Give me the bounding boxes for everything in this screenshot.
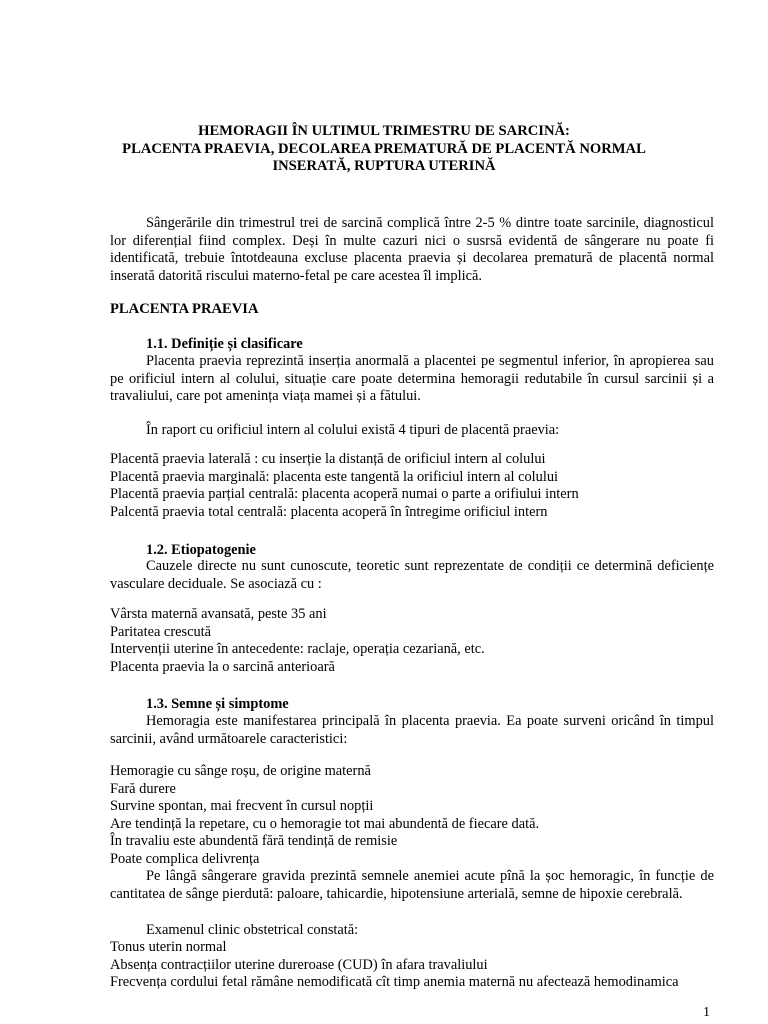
list-item: Placentă praevia laterală : cu inserție la distanță de orificiul intern al colului [110, 451, 546, 467]
definitie-paragraph: Placenta praevia reprezintă inserția anormală a placentei pe segmentul inferior, în apropierea sau pe orificiul intern al colului, situație care poate determina hemoragii redutabile în cursul sarcinii și a travaliului, care pot amenința viața mamei și a fătului. [110, 353, 714, 404]
caracteristici-list [110, 763, 720, 868]
list-item: Placentă praevia marginală: placenta este tangentă la orificiul intern al colului [110, 468, 559, 485]
list-item: În travaliu este abundentă fără tendință de remisie [110, 833, 398, 849]
list-item: Poate complica delivrența [110, 850, 260, 867]
page-number: 1 [703, 1005, 710, 1020]
list-item: Tonus uterin normal [110, 939, 227, 955]
title-line-3: INSERATĂ, RUPTURA UTERINĂ [272, 158, 496, 174]
list-item: Frecvența cordului fetal rămâne nemodificată cît timp anemia maternă nu afectează hemodinamica [110, 974, 679, 990]
list-item: Placentă praevia parțial centrală: placenta acoperă numai o parte a orifiului intern [110, 486, 579, 502]
list-item: Hemoragie cu sânge roșu, de origine maternă [110, 763, 371, 779]
intro-paragraph: Sângerările din trimestrul trei de sarcină complică între 2-5 % dintre toate sarcinile, diagnosticul lor diferențial fiind complex. Deși în multe cazuri nici o susrsă evidentă de sângerare nu poate fi identificată, trebuie întotdeauna excluse placenta praevia și decolarea prematură de placentă normal inserată datorită riscului materno-fetal pe care acestea îl implică. [110, 215, 714, 284]
heading-definitie: 1.1. Definiție și clasificare [146, 336, 303, 352]
tipuri-list [110, 451, 720, 521]
examen-list [110, 939, 730, 992]
examen-intro: Examenul clinic obstetrical constată: [146, 922, 359, 938]
title-line-2: PLACENTA PRAEVIA, DECOLAREA PREMATURĂ DE PLACENTĂ NORMAL [122, 140, 646, 157]
list-item: Fară durere [110, 780, 176, 797]
heading-etiopatogenie: 1.2. Etiopatogenie [146, 542, 256, 558]
list-item: Survine spontan, mai frecvent în cursul nopții [110, 798, 374, 814]
anemie-paragraph: Pe lângă sângerare gravida prezintă semnele anemiei acute pînă la șoc hemoragic, în funcție de cantitatea de sânge pierdută: paloare, tahicardie, hipotensiune arterială, semne de hipoxie cerebrală. [110, 868, 714, 902]
tipuri-intro: În raport cu orificiul intern al colului există 4 tipuri de placentă praevia: [146, 422, 560, 438]
title-line-1: HEMORAGII ÎN ULTIMUL TRIMESTRU DE SARCINĂ: [198, 123, 570, 139]
semne-paragraph: Hemoragia este manifestarea principală în placenta praevia. Ea poate surveni oricând în timpul sarcinii, având următoarele caracteristici: [110, 713, 714, 747]
list-item: Paritatea crescută [110, 623, 212, 640]
list-item: Are tendință la repetare, cu o hemoragie tot mai abundentă de fiecare dată. [110, 815, 540, 832]
list-item: Intervenții uterine în antecedente: raclaje, operația cezariană, etc. [110, 641, 485, 657]
etiopatogenie-paragraph: Cauzele directe nu sunt cunoscute, teoretic sunt reprezentate de condiții ce determină deficiențe vasculare deciduale. Se asociază cu : [110, 558, 714, 592]
list-item: Placenta praevia la o sarcină anterioară [110, 658, 335, 675]
factori-list [110, 606, 720, 676]
list-item: Vârsta maternă avansată, peste 35 ani [110, 606, 327, 622]
section-title: PLACENTA PRAEVIA [110, 301, 259, 317]
heading-semne: 1.3. Semne și simptome [146, 696, 289, 712]
list-item: Absența contracțiilor uterine dureroase (CUD) în afara travaliului [110, 956, 488, 973]
document-title [0, 123, 768, 176]
list-item: Palcentă praevia total centrală: placenta acoperă în întregime orificiul intern [110, 503, 548, 520]
